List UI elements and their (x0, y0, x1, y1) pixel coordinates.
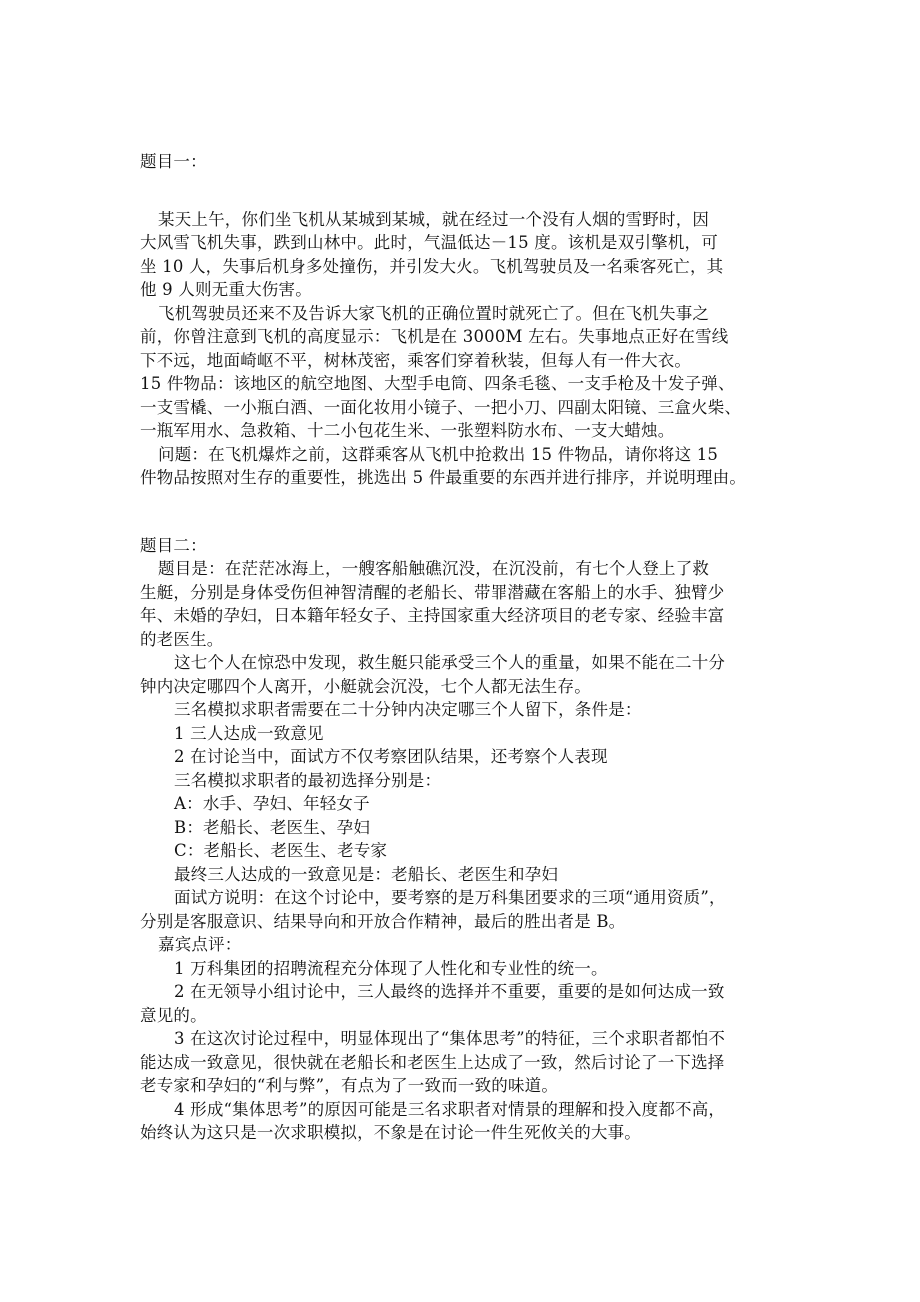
section1-line: 飞机驾驶员还来不及告诉大家飞机的正确位置时就死亡了。但在飞机失事之 (158, 303, 710, 323)
section2-line: B：老船长、老医生、孕妇 (174, 817, 371, 837)
section2-line: 嘉宾点评： (158, 935, 242, 954)
document-page (140, 150, 786, 1145)
section2-line: 老专家和孕妇的“利与弊”，有点为了一致而一致的味道。 (140, 1076, 559, 1095)
section1-line: 某天上午，你们坐飞机从某城到某城，就在经过一个没有人烟的雪野时，因 (158, 209, 710, 229)
section2-title: 题目二： (140, 535, 207, 555)
section2-line: 面试方说明：在这个讨论中，要考察的是万科集团要求的三项“通用资质”， (174, 888, 726, 907)
section1-title: 题目一： (140, 152, 207, 171)
section1-line: 一瓶军用水、急救箱、十二小包花生米、一张塑料防水布、一支大蜡烛。 (140, 421, 675, 440)
section1-body (140, 208, 786, 490)
section1-line: 一支雪橇、一小瓶白酒、一面化妆用小镜子、一把小刀、四副太阳镜、三盒火柴、 (140, 397, 742, 417)
section2-line: 4 形成“集体思考”的原因可能是三名求职者对情景的理解和投入度都不高， (174, 1099, 726, 1119)
section2-line: 这七个人在惊恐中发现，救生艇只能承受三个人的重量，如果不能在二十分 (174, 653, 726, 672)
section2-line: 分别是客服意识、结果导向和开放合作精神，最后的胜出者是 B。 (140, 911, 626, 931)
section2-line: 2 在无领导小组讨论中，三人最终的选择并不重要，重要的是如何达成一致 (174, 982, 725, 1001)
section1-line: 他 9 人则无重大伤害。 (140, 280, 312, 299)
section2-line: 3 在这次讨论过程中，明显体现出了“集体思考”的特征，三个求职者都怕不 (174, 1029, 726, 1048)
section2-line: 能达成一致意见，很快就在老船长和老医生上达成了一致，然后讨论了一下选择 (140, 1052, 725, 1072)
section2-line: 始终认为这只是一次求职模拟，不象是在讨论一件生死攸关的大事。 (140, 1123, 641, 1142)
section2-line: 三名模拟求职者需要在二十分钟内决定哪三个人留下，条件是： (174, 700, 642, 719)
section2-line: 1 万科集团的招聘流程充分体现了人性化和专业性的统一。 (174, 958, 608, 978)
section2-line: 年、未婚的孕妇，日本籍年轻女子、主持国家重大经济项目的老专家、经验丰富 (140, 606, 725, 625)
section1-line: 下不远，地面崎岖不平，树林茂密，乘客们穿着秋装，但每人有一件大衣。 (140, 350, 692, 370)
section2-line: C：老船长、老医生、老专家 (174, 841, 388, 860)
section2-body (140, 557, 786, 1145)
section2-line: 意见的。 (140, 1005, 207, 1025)
section1-line: 大风雪飞机失事，跌到山林中。此时，气温低达－15 度。该机是双引擎机，可 (140, 233, 718, 252)
section2-line: A：水手、孕妇、年轻女子 (174, 794, 370, 813)
section2-line: 题目是：在茫茫冰海上，一艘客船触礁沉没，在沉没前，有七个人登上了救 (158, 559, 710, 578)
section1-line: 问题：在飞机爆炸之前，这群乘客从飞机中抢救出 15 件物品，请你将这 15 (158, 444, 719, 464)
section1-line: 件物品按照对生存的重要性，挑选出 5 件最重要的东西并进行排序，并说明理由。 (140, 468, 747, 487)
section1-line: 15 件物品：该地区的航空地图、大型手电筒、四条毛毯、一支手枪及十发子弹、 (140, 374, 735, 393)
section2-line: 钟内决定哪四个人离开，小艇就会沉没，七个人都无法生存。 (140, 676, 591, 696)
section1-line: 坐 10 人，失事后机身多处撞伤，并引发大火。飞机驾驶员及一名乘客死亡，其 (140, 256, 724, 276)
section2-line: 三名模拟求职者的最初选择分别是： (174, 770, 442, 790)
section1-line: 前，你曾注意到飞机的高度显示：飞机是在 3000M 左右。失事地点正好在雪线 (140, 327, 729, 346)
section2-line: 生艇，分别是身体受伤但神智清醒的老船长、带罪潜藏在客船上的水手、独臂少 (140, 582, 725, 602)
section2-line: 最终三人达成的一致意见是：老船长、老医生和孕妇 (174, 864, 559, 884)
section2-line: 1 三人达成一致意见 (174, 723, 324, 743)
section2-line: 2 在讨论当中，面试方不仅考察团队结果，还考察个人表现 (174, 747, 608, 766)
section2-line: 的老医生。 (140, 629, 224, 649)
